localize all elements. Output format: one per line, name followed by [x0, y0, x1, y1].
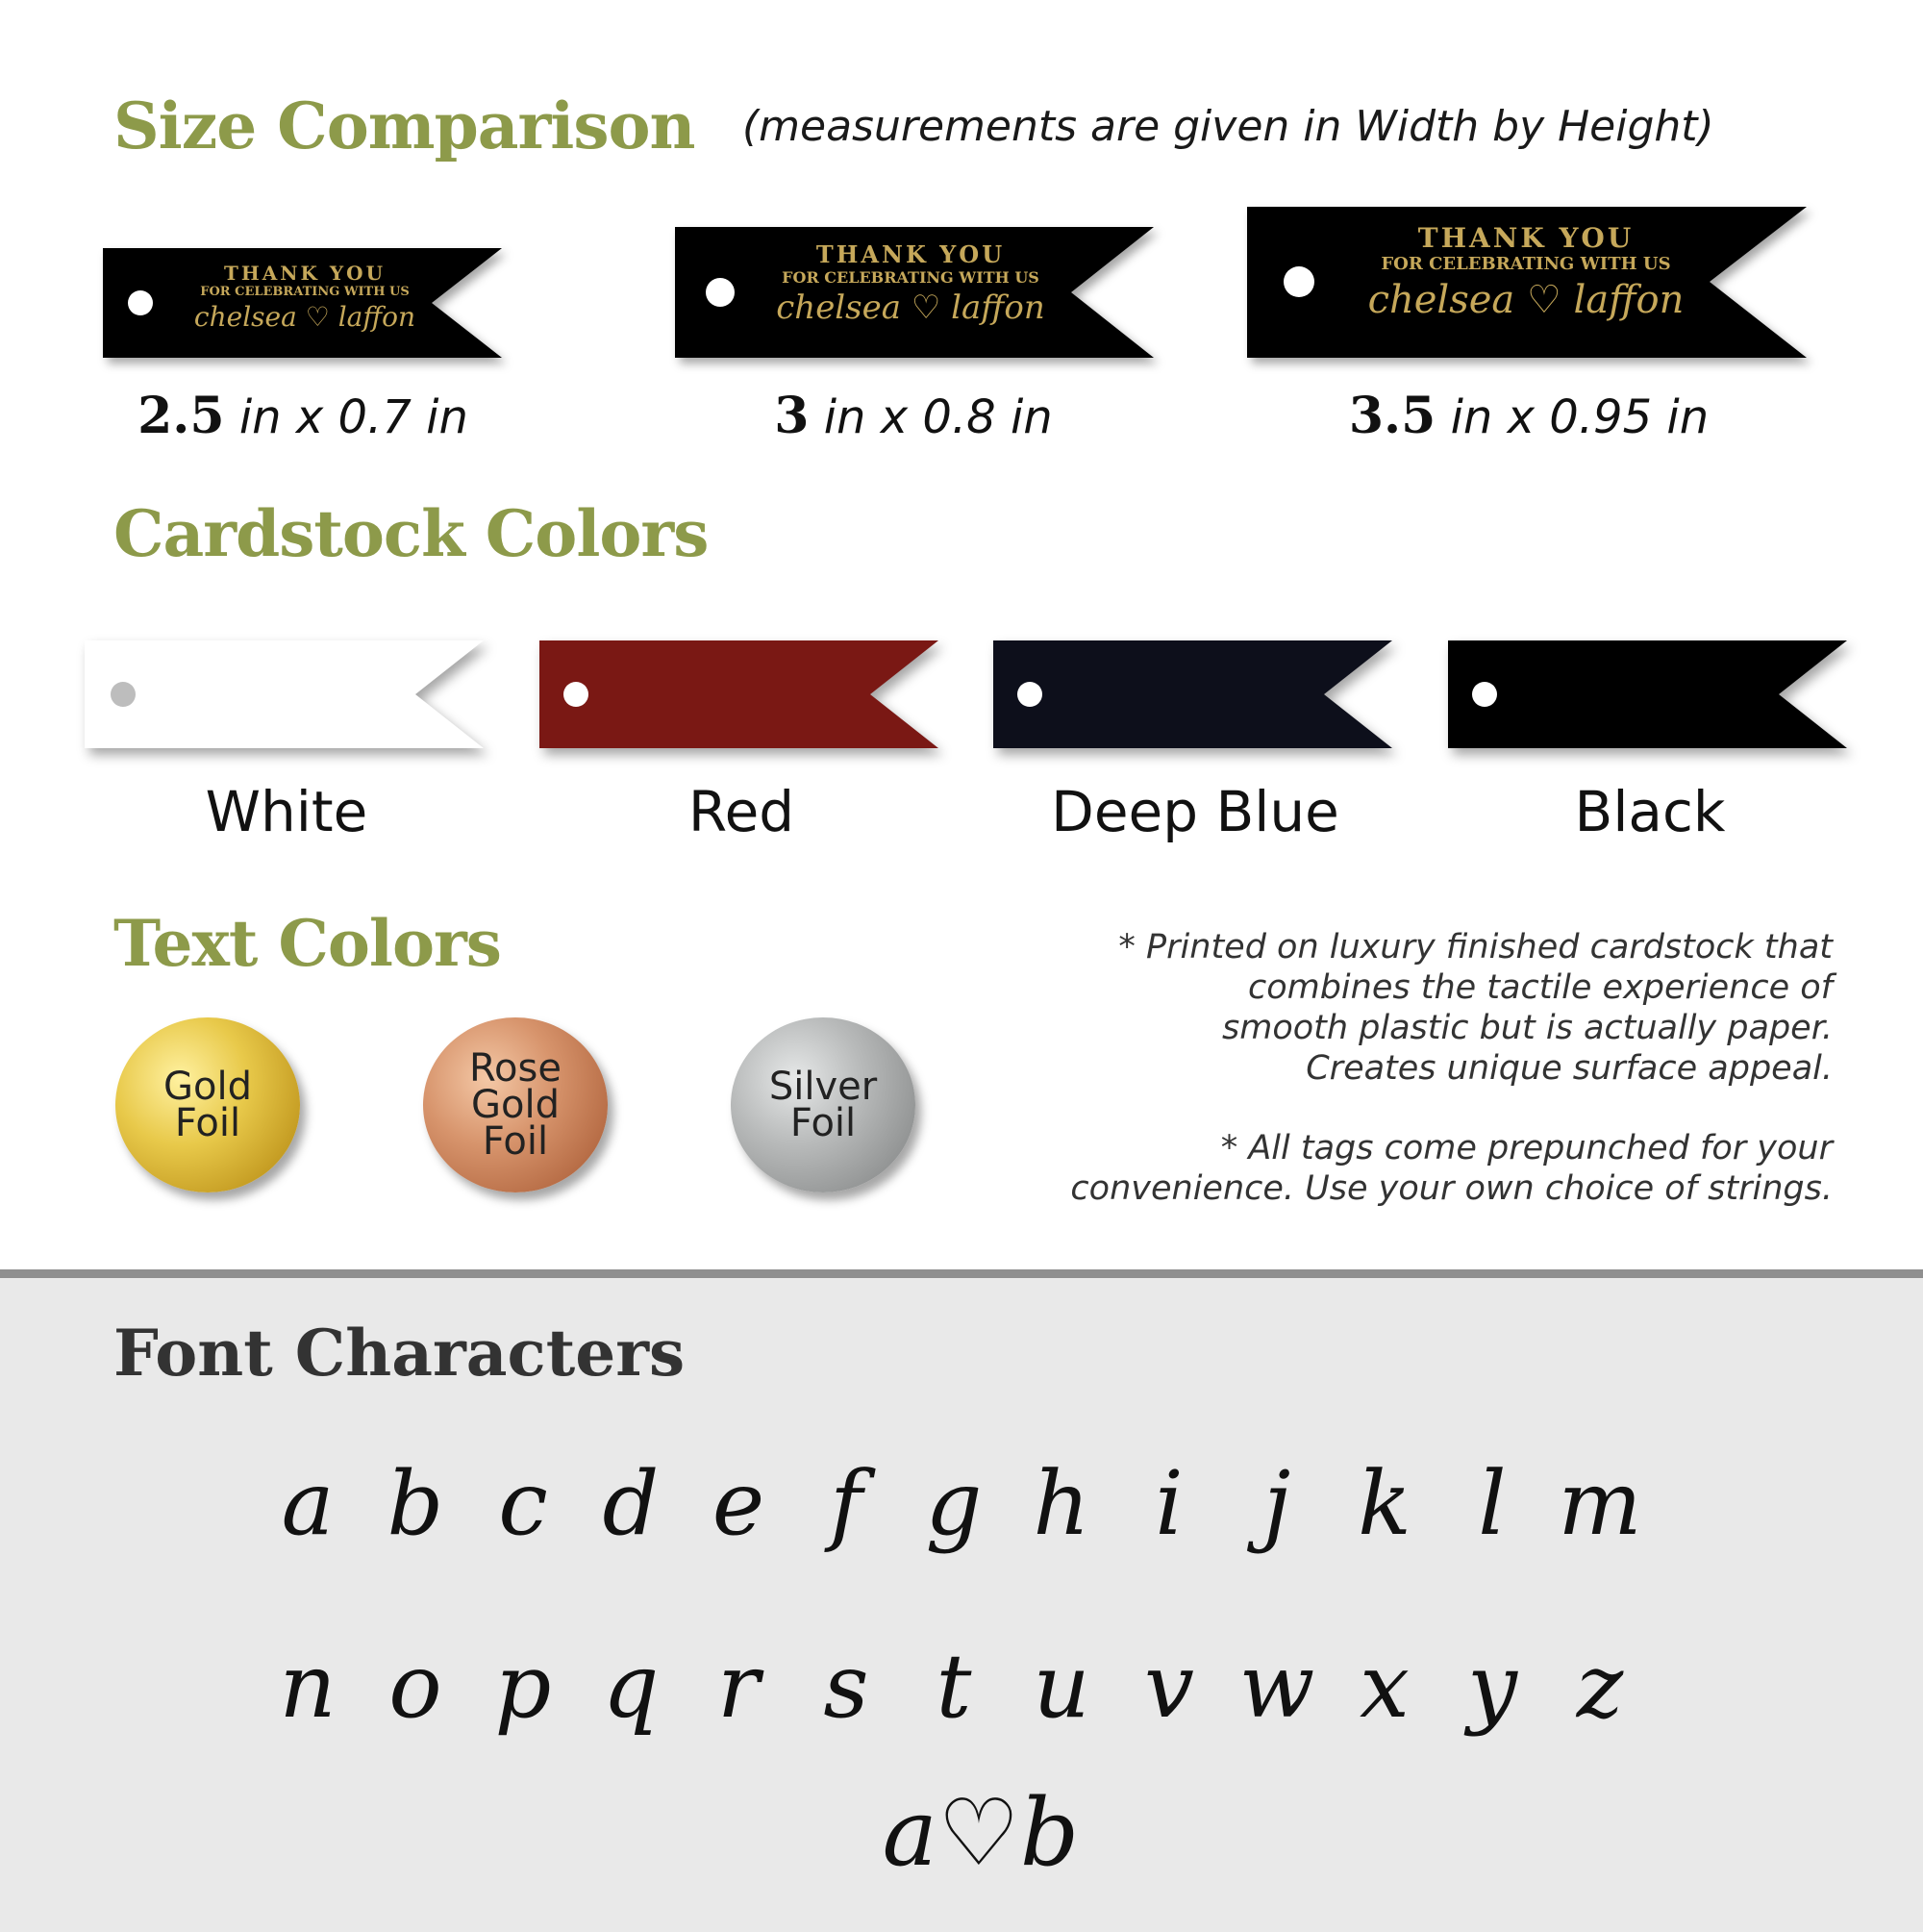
font-char-j: j [1262, 1452, 1291, 1555]
font-char-u: u [1033, 1635, 1090, 1738]
alphabet-row-2 [0, 1606, 1923, 1769]
font-char-v: v [1144, 1635, 1194, 1738]
font-char-g: g [925, 1452, 983, 1555]
swatch-white-label: White [205, 779, 368, 844]
font-char-i: i [1155, 1452, 1184, 1555]
font-char-d: d [602, 1452, 660, 1555]
font-char-m: m [1558, 1452, 1642, 1555]
font-char-s: s [823, 1635, 869, 1738]
font-char-w: w [1238, 1635, 1315, 1738]
font-characters-heading: Font Characters [113, 1316, 686, 1391]
note-line: smooth plastic but is actually paper. [1221, 1009, 1833, 1047]
text-colors-heading: Text Colors [113, 906, 501, 981]
font-char-q: q [602, 1635, 660, 1738]
gold-foil-swatch [115, 1017, 300, 1192]
size-label-large [1250, 387, 1808, 445]
size-width-value: 2.5 [137, 387, 225, 445]
font-char-e: e [712, 1452, 765, 1555]
tag-size-small [103, 248, 502, 358]
note-line: Creates unique surface appeal. [1306, 1049, 1833, 1088]
gold-foil-label: Gold Foil [163, 1065, 252, 1145]
silver-foil-swatch [731, 1017, 915, 1192]
size-comparison-subtitle: (measurements are given in Width by Height) [742, 102, 1714, 151]
tag-thank-you: THANK YOU [1417, 222, 1635, 254]
font-char-r: r [717, 1635, 760, 1738]
swatch-white [85, 640, 484, 748]
rose-gold-foil-swatch [423, 1017, 608, 1192]
tag-celebrating: FOR CELEBRATING WITH US [782, 268, 1039, 287]
size-label-small [106, 387, 500, 445]
size-comparison-heading: Size Comparison [113, 88, 695, 163]
swatch-black-shape [1448, 640, 1847, 748]
note-line: * All tags come prepunched for your [1220, 1129, 1833, 1167]
swatch-red [539, 640, 938, 748]
font-char-o: o [388, 1635, 442, 1738]
font-char-n: n [279, 1635, 337, 1738]
tag-thank-you: THANK YOU [815, 240, 1006, 268]
tag-thank-you: THANK YOU [223, 262, 387, 285]
cardstock-note [1118, 927, 1833, 1089]
font-char-a: a [281, 1452, 335, 1555]
font-char-h: h [1033, 1452, 1090, 1555]
swatch-white-shape [85, 640, 484, 748]
tag-names: chelsea ♡ laffon [193, 301, 416, 333]
alphabet-row-1 [0, 1423, 1923, 1587]
swatch-red-label: Red [687, 779, 795, 844]
size-width-value: 3 [774, 387, 810, 445]
note-line: combines the tactile experience of [1247, 968, 1833, 1007]
rose-gold-foil-label: Rose Gold Foil [469, 1046, 562, 1164]
swatch-deep-blue-label: Deep Blue [1051, 779, 1339, 844]
font-char-b: b [387, 1452, 444, 1555]
tag-names: chelsea ♡ laffon [1367, 278, 1685, 322]
font-char-k: k [1358, 1452, 1411, 1555]
size-width-value: 3.5 [1348, 387, 1436, 445]
font-char-t: t [936, 1635, 972, 1738]
size-dimensions: in x 0.7 in [224, 390, 468, 444]
font-char-z: z [1576, 1635, 1624, 1738]
swatch-red-shape [539, 640, 938, 748]
tag-text-block [1358, 222, 1694, 322]
tag-celebrating: FOR CELEBRATING WITH US [200, 285, 410, 299]
tag-size-large [1247, 207, 1807, 358]
tag-names: chelsea ♡ laffon [776, 289, 1045, 327]
size-label-medium [673, 387, 1154, 445]
swatch-deep-blue [993, 640, 1392, 748]
prepunched-note [1070, 1128, 1833, 1209]
cardstock-colors-heading: Cardstock Colors [113, 496, 709, 571]
font-char-c: c [498, 1452, 548, 1555]
tag-size-medium [675, 227, 1154, 358]
font-char-y: y [1467, 1635, 1517, 1738]
tag-celebrating: FOR CELEBRATING WITH US [1381, 254, 1671, 274]
swatch-black [1448, 640, 1847, 748]
size-dimensions: in x 0.8 in [809, 390, 1053, 444]
swatch-deep-blue-shape [993, 640, 1392, 748]
note-line: convenience. Use your own choice of strings. [1070, 1169, 1833, 1208]
font-char-f: f [829, 1452, 863, 1555]
heart-ligature-sample: a♡b [882, 1779, 1080, 1887]
font-char-p: p [494, 1635, 552, 1738]
size-dimensions: in x 0.95 in [1436, 390, 1710, 444]
swatch-black-label: Black [1574, 779, 1726, 844]
tag-text-block [180, 262, 430, 333]
tag-text-block [766, 240, 1055, 327]
note-line: * Printed on luxury finished cardstock that [1118, 928, 1833, 966]
font-char-l: l [1478, 1452, 1507, 1555]
font-char-x: x [1360, 1635, 1410, 1738]
silver-foil-label: Silver Foil [768, 1065, 878, 1145]
